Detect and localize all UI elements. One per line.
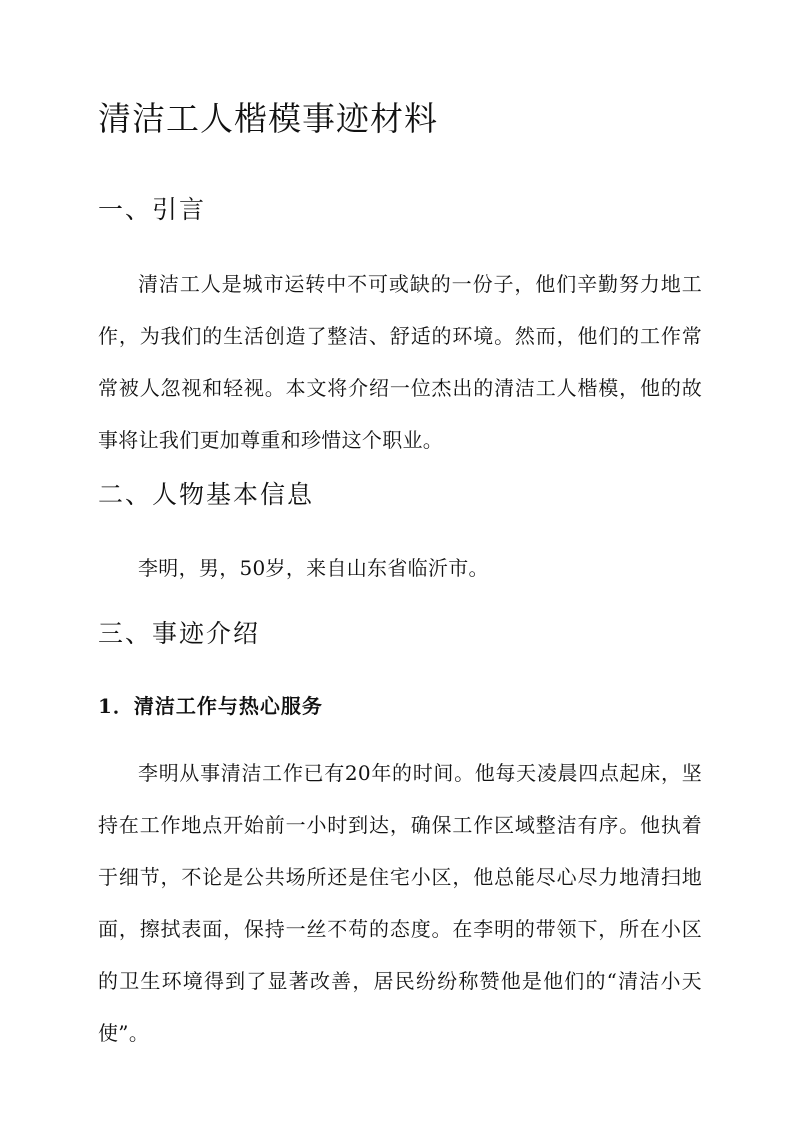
document-title: 清洁工人楷模事迹材料: [98, 99, 438, 138]
paragraph-basic-info: 李明，男，50岁，来自山东省临沂市。: [138, 556, 489, 580]
section-heading-intro: 一、引言: [98, 195, 207, 224]
paragraph-cleaning-service: 李明从事清洁工作已有20年的时间。他每天凌晨四点起床，坚持在工作地点开始前一小时到达，确保工作区域整洁有序。他执着于细节，不论是公共场所还是住宅小区，他总能尽心尽力地清扫地面，擦拭表面，保持一丝不苟的态度。在李明的带领下，所在小区的卫生环境得到了显著改善，居民纷纷称赞他是他们的“清洁小天使”。: [98, 761, 702, 1045]
section-heading-deeds: 三、事迹介绍: [98, 619, 261, 648]
section-heading-basic-info: 二、人物基本信息: [98, 480, 315, 509]
subsection-heading-cleaning-service: 1．清洁工作与热心服务: [98, 694, 323, 718]
paragraph-intro: 清洁工人是城市运转中不可或缺的一份子，他们辛勤努力地工作，为我们的生活创造了整洁、舒适的环境。然而，他们的工作常常被人忽视和轻视。本文将介绍一位杰出的清洁工人楷模，他的故事将让我们更加尊重和珍惜这个职业。: [98, 272, 702, 452]
